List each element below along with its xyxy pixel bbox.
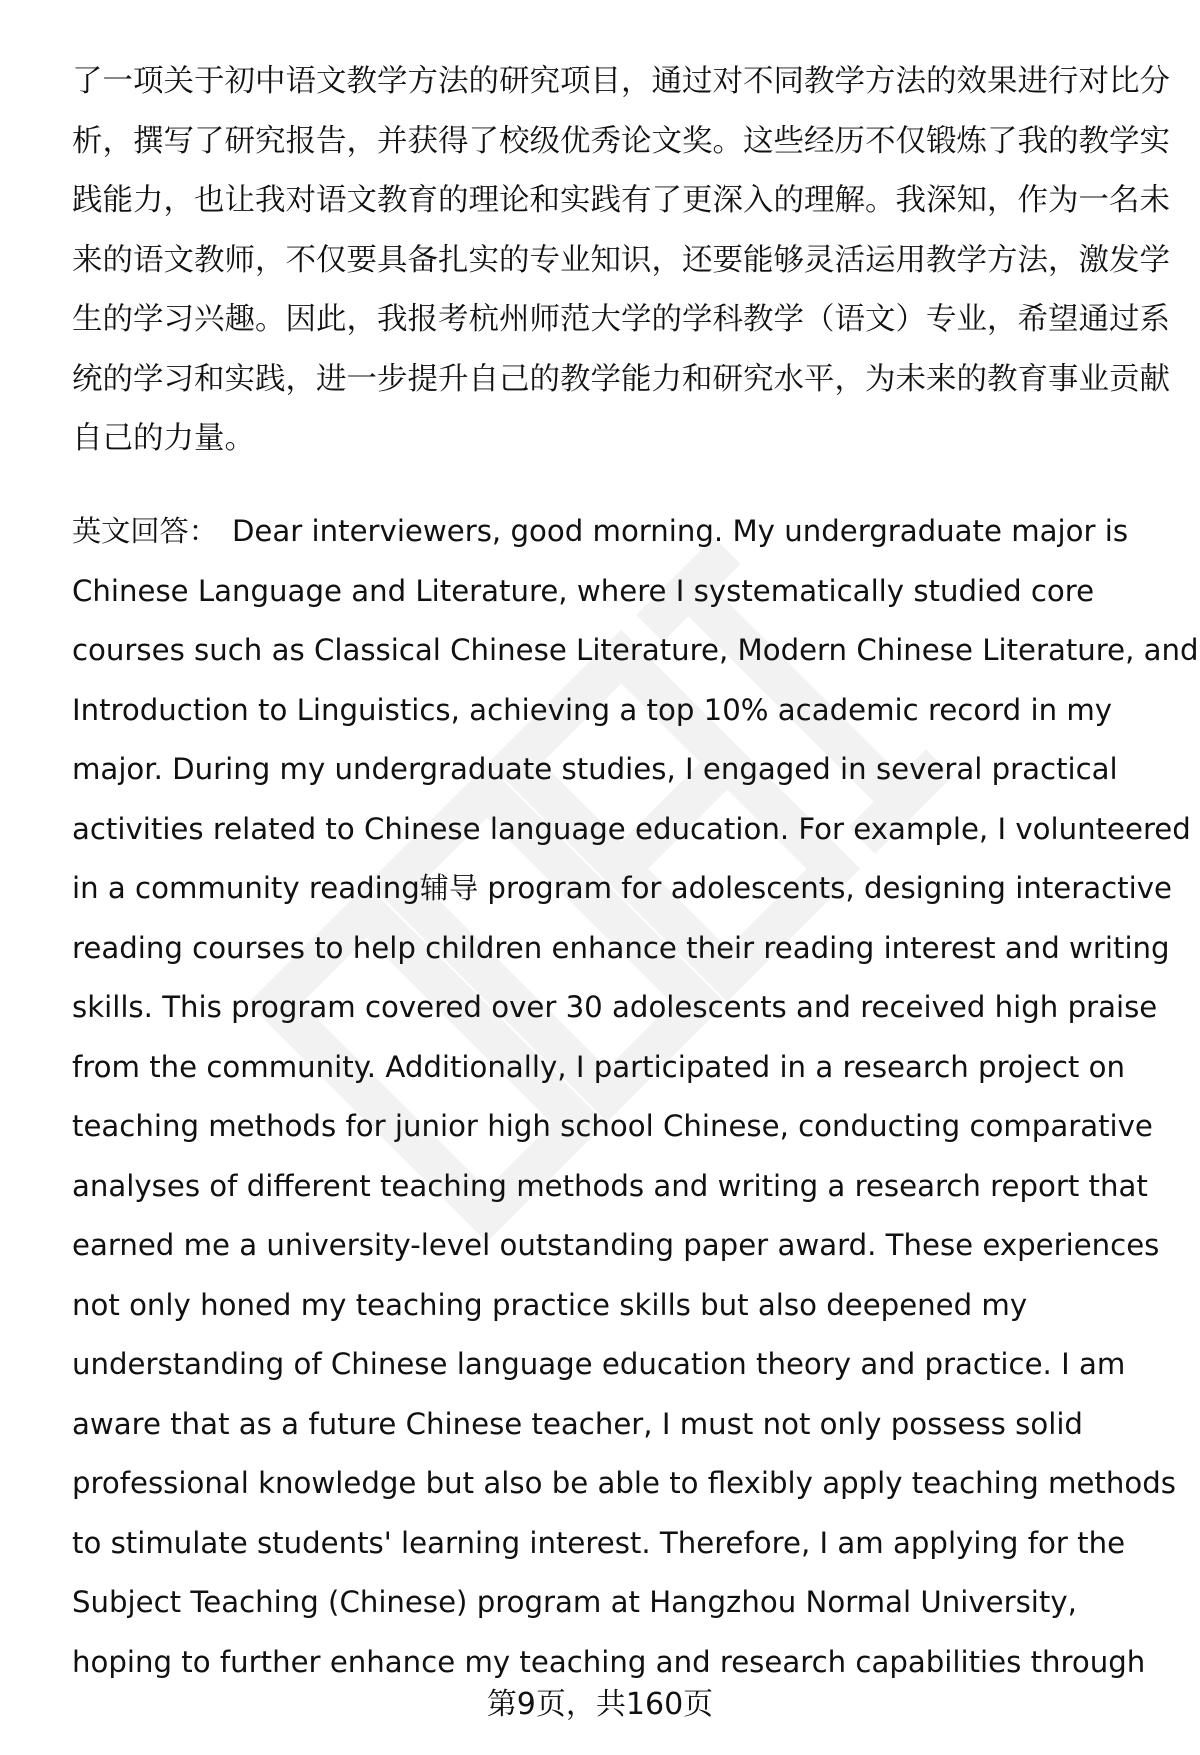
page-number-footer: 第9页，共160页 — [486, 1687, 714, 1722]
chinese-line: 来的语文教师，不仅要具备扎实的专业知识，还要能够灵活运用教学方法，激发学 — [72, 242, 1170, 278]
english-line: Chinese Language and Literature, where I systematically studied core — [72, 573, 1095, 608]
english-line: teaching methods for junior high school Chinese, conducting comparative — [72, 1109, 1153, 1143]
chinese-line: 析，撰写了研究报告，并获得了校级优秀论文奖。这些经历不仅锻炼了我的教学实 — [72, 123, 1170, 159]
english-line: Introduction to Linguistics, achieving a top 10% academic record in my — [72, 692, 1113, 727]
english-line: analyses of different teaching methods and writing a research report that — [72, 1168, 1148, 1203]
english-line: hoping to further enhance my teaching and research capabilities through — [72, 1644, 1146, 1679]
english-line: reading courses to help children enhance their reading interest and writing — [72, 930, 1170, 965]
english-line: activities related to Chinese language education. For example, I volunteered — [72, 811, 1191, 846]
english-line: skills. This program covered over 30 adolescents and received high praise — [72, 990, 1158, 1024]
english-line-text: Dear interviewers, good morning. My undergraduate major is — [231, 514, 1129, 548]
english-line: not only honed my teaching practice skills but also deepened my — [72, 1287, 1028, 1322]
english-line: courses such as Classical Chinese Literature, Modern Chinese Literature, and — [72, 633, 1199, 667]
english-line: major. During my undergraduate studies, I engaged in several practical — [72, 752, 1118, 786]
english-line: Subject Teaching (Chinese) program at Hangzhou Normal University, — [72, 1585, 1077, 1619]
english-line: in a community reading辅导 program for adolescents, designing interactive — [72, 871, 1172, 905]
english-line: professional knowledge but also be able to flexibly apply teaching methods — [72, 1466, 1176, 1500]
english-answer-paragraph — [72, 502, 1199, 1692]
chinese-line: 生的学习兴趣。因此，我报考杭州师范大学的学科教学（语文）专业，希望通过系 — [72, 302, 1170, 337]
english-line: aware that as a future Chinese teacher, I must not only possess solid — [72, 1406, 1083, 1441]
chinese-line: 统的学习和实践，进一步提升自己的教学能力和研究水平，为未来的教育事业贡献 — [72, 361, 1170, 397]
english-line: to stimulate students' learning interest. Therefore, I am applying for the — [72, 1525, 1126, 1560]
english-line: understanding of Chinese language education theory and practice. I am — [72, 1347, 1126, 1381]
english-line: earned me a university-level outstanding paper award. These experiences — [72, 1228, 1160, 1262]
english-answer-label: 英文回答： — [72, 514, 218, 548]
chinese-line: 了一项关于初中语文教学方法的研究项目，通过对不同教学方法的效果进行对比分 — [72, 64, 1170, 99]
english-line: from the community. Additionally, I participated in a research project on — [72, 1049, 1125, 1084]
chinese-line: 践能力，也让我对语文教育的理论和实践有了更深入的理解。我深知，作为一名未 — [72, 183, 1170, 218]
chinese-line: 自己的力量。 — [72, 421, 255, 456]
chinese-paragraph — [72, 52, 1170, 469]
english-line — [72, 502, 1152, 562]
